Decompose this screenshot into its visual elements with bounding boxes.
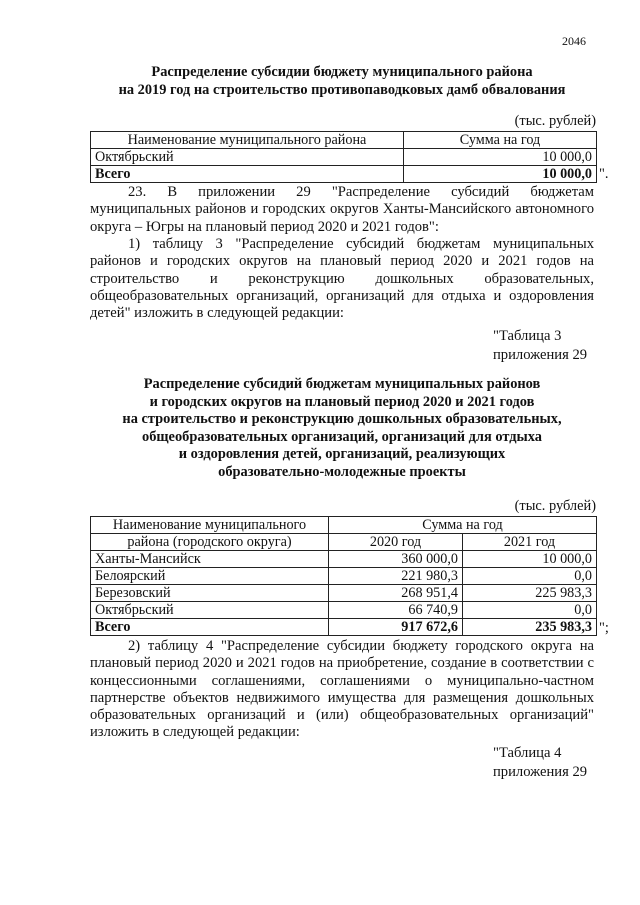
column-header-sum: Сумма на год xyxy=(329,517,597,534)
caption-line: "Таблица 3 xyxy=(493,328,562,344)
row-2020: 268 951,4 xyxy=(329,585,463,602)
row-name: Ханты-Мансийск xyxy=(91,551,329,568)
table-header-row xyxy=(91,517,597,534)
table-row xyxy=(91,602,597,619)
row-2020: 221 980,3 xyxy=(329,568,463,585)
row-name: Октябрьский xyxy=(91,149,404,166)
section2-closing-mark: "; xyxy=(599,620,609,636)
row-2021: 225 983,3 xyxy=(463,585,597,602)
section1-table xyxy=(90,131,597,183)
paragraph-23: 23. В приложении 29 "Распределение субсидий бюджетам муниципальных районов и городских округов Ханты-Мансийского автономного округа – Югры на плановый период 2020 и 2021 годов": xyxy=(90,184,594,235)
section2-heading xyxy=(80,376,604,482)
section2-heading-line: и городских округов на плановый период 2020 и 2021 годов xyxy=(149,393,535,410)
table-row xyxy=(91,585,597,602)
page-number: 2046 xyxy=(562,34,586,48)
row-name: Белоярский xyxy=(91,568,329,585)
caption-line: "Таблица 4 xyxy=(493,745,562,761)
table-row xyxy=(91,551,597,568)
row-2021: 10 000,0 xyxy=(463,551,597,568)
caption-table-3 xyxy=(493,327,587,365)
caption-line: приложения 29 xyxy=(493,764,588,780)
row-2021: 0,0 xyxy=(463,602,597,619)
column-header-2020: 2020 год xyxy=(329,534,463,551)
section2-heading-line: Распределение субсидий бюджетам муниципальных районов xyxy=(143,376,541,392)
total-2020: 917 672,6 xyxy=(329,619,463,636)
table-header-row xyxy=(91,132,597,149)
section2-heading-line: и оздоровления детей, организаций, реализующих xyxy=(178,446,506,463)
total-amount: 10 000,0 xyxy=(404,166,597,183)
row-2020: 66 740,9 xyxy=(329,602,463,619)
column-header-2021: 2021 год xyxy=(463,534,597,551)
row-name: Октябрьский xyxy=(91,602,329,619)
table-total-row xyxy=(91,619,597,636)
row-amount: 10 000,0 xyxy=(404,149,597,166)
section2-unit-note: (тыс. рублей) xyxy=(514,498,596,514)
row-2020: 360 000,0 xyxy=(329,551,463,568)
section2-heading-line: образовательно-молодежные проекты xyxy=(218,463,466,480)
caption-table-4 xyxy=(493,744,587,782)
column-header-amount: Сумма на год xyxy=(404,132,597,149)
total-label: Всего xyxy=(91,619,329,636)
section2-heading-line: общеобразовательных организаций, организаций для отдыха xyxy=(142,428,542,445)
section1-unit-note: (тыс. рублей) xyxy=(514,113,596,129)
column-header-name: Наименование муниципального района xyxy=(91,132,404,149)
table-header-row xyxy=(91,534,597,551)
table-total-row xyxy=(91,166,597,183)
row-2021: 0,0 xyxy=(463,568,597,585)
section2-table xyxy=(90,516,597,636)
table-row xyxy=(91,568,597,585)
row-name: Березовский xyxy=(91,585,329,602)
section1-closing-mark: ". xyxy=(599,166,609,182)
section2-heading-line: на строительство и реконструкцию дошкольных образовательных, xyxy=(122,411,562,428)
total-2021: 235 983,3 xyxy=(463,619,597,636)
section1-heading-line: на 2019 год на строительство противопаводковых дамб обвалования xyxy=(118,81,566,98)
column-header-name: Наименование муниципального xyxy=(91,517,329,534)
caption-line: приложения 29 xyxy=(493,347,588,363)
column-header-name-cont: района (городского округа) xyxy=(91,534,329,551)
section1-heading xyxy=(80,64,604,99)
total-label: Всего xyxy=(91,166,404,183)
paragraph-item-2: 2) таблицу 4 "Распределение субсидии бюджету городского округа на плановый период 2020 и 2021 годов на приобретение, создание в соответствии с концессионными соглашениями, соглашениями о муниципально-частном партнерстве объектов недвижимого имущества для размещения дошкольных образовательных организаций и (или) общеобразовательных организаций" изложить в следующей редакции: xyxy=(90,638,594,741)
table-row xyxy=(91,149,597,166)
section1-heading-line: Распределение субсидии бюджету муниципального района xyxy=(151,64,533,80)
paragraph-item-1: 1) таблицу 3 "Распределение субсидий бюджетам муниципальных районов и городских округов на плановый период 2020 и 2021 годов на строительство и реконструкцию дошкольных образовательных, общеобразовательных организаций, организаций для отдыха и оздоровления детей" изложить в следующей редакции: xyxy=(90,236,594,322)
